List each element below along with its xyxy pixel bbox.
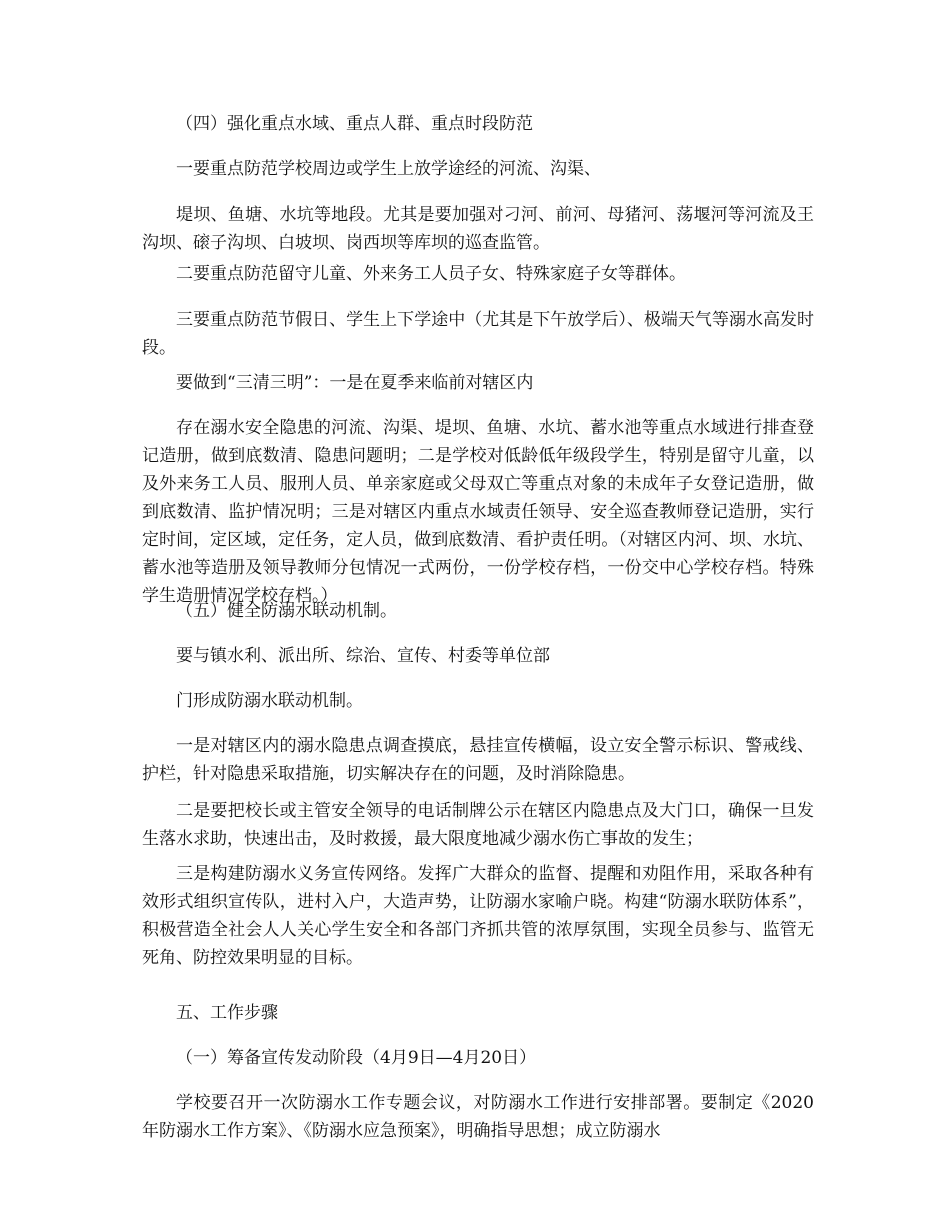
subsection-heading: （一）筹备宣传发动阶段（4月9日—4月20日） xyxy=(176,1048,537,1068)
paragraph: 门形成防溺水联动机制。 xyxy=(176,691,363,711)
section-heading-5: （五）健全防溺水联动机制。 xyxy=(176,601,397,621)
paragraph: 二是要把校长或主管安全领导的电话制牌公示在辖区内隐患点及大门口，确保一旦发生落水求助，快速出击，及时救援，最大限度地减少溺水伤亡事故的发生； xyxy=(142,801,814,849)
paragraph: 三是构建防溺水义务宣传网络。发挥广大群众的监督、提醒和劝阻作用，采取各种有效形式组织宣传队，进村入户，大造声势，让防溺水家喻户晓。构建“防溺水联防体系”，积极营造全社会人人关心学生安全和各部门齐抓共管的浓厚氛围，实现全员参与、监管无死角、防控效果明显的目标。 xyxy=(142,864,814,968)
paragraph: 学校要召开一次防溺水工作专题会议，对防溺水工作进行安排部署。要制定《2020年防溺水工作方案》、《防溺水应急预案》，明确指导思想；成立防溺水 xyxy=(142,1093,814,1141)
paragraph: 要与镇水利、派出所、综治、宣传、村委等单位部 xyxy=(176,646,550,666)
paragraph: 二要重点防范留守儿童、外来务工人员子女、特殊家庭子女等群体。 xyxy=(176,264,686,284)
section-heading-work-steps: 五、工作步骤 xyxy=(176,1003,278,1023)
paragraph: 要做到“三清三明”：一是在夏季来临前对辖区内 xyxy=(176,373,534,393)
paragraph: 三要重点防范节假日、学生上下学途中（尤其是下午放学后）、极端天气等溺水高发时段。 xyxy=(142,310,814,358)
paragraph: 一是对辖区内的溺水隐患点调查摸底，悬挂宣传横幅，设立安全警示标识、警戒线、护栏，针对隐患采取措施，切实解决存在的问题，及时消除隐患。 xyxy=(142,736,814,784)
section-heading-4: （四）强化重点水域、重点人群、重点时段防范 xyxy=(176,114,533,134)
paragraph: 存在溺水安全隐患的河流、沟渠、堤坝、鱼塘、水坑、蓄水池等重点水域进行排查登记造册，做到底数清、隐患问题明；二是学校对低龄低年级段学生，特别是留守儿童，以及外来务工人员、服刑人员、单亲家庭或父母双亡等重点对象的未成年子女登记造册，做到底数清、监护情况明；三是对辖区内重点水域责任领导、安全巡查教师登记造册，实行定时间，定区域，定任务，定人员，做到底数清、看护责任明。（对辖区内河、坝、水坑、蓄水池等造册及领导教师分包情况一式两份，一份学校存档，一份交中心学校存档。特殊学生造册情况学校存档。） xyxy=(142,418,814,606)
paragraph: 堤坝、鱼塘、水坑等地段。尤其是要加强对刁河、前河、母猪河、荡堰河等河流及王沟坝、磙子沟坝、白坡坝、岗西坝等库坝的巡查监管。 xyxy=(142,205,814,253)
paragraph: 一要重点防范学校周边或学生上放学途经的河流、沟渠、 xyxy=(176,159,601,179)
